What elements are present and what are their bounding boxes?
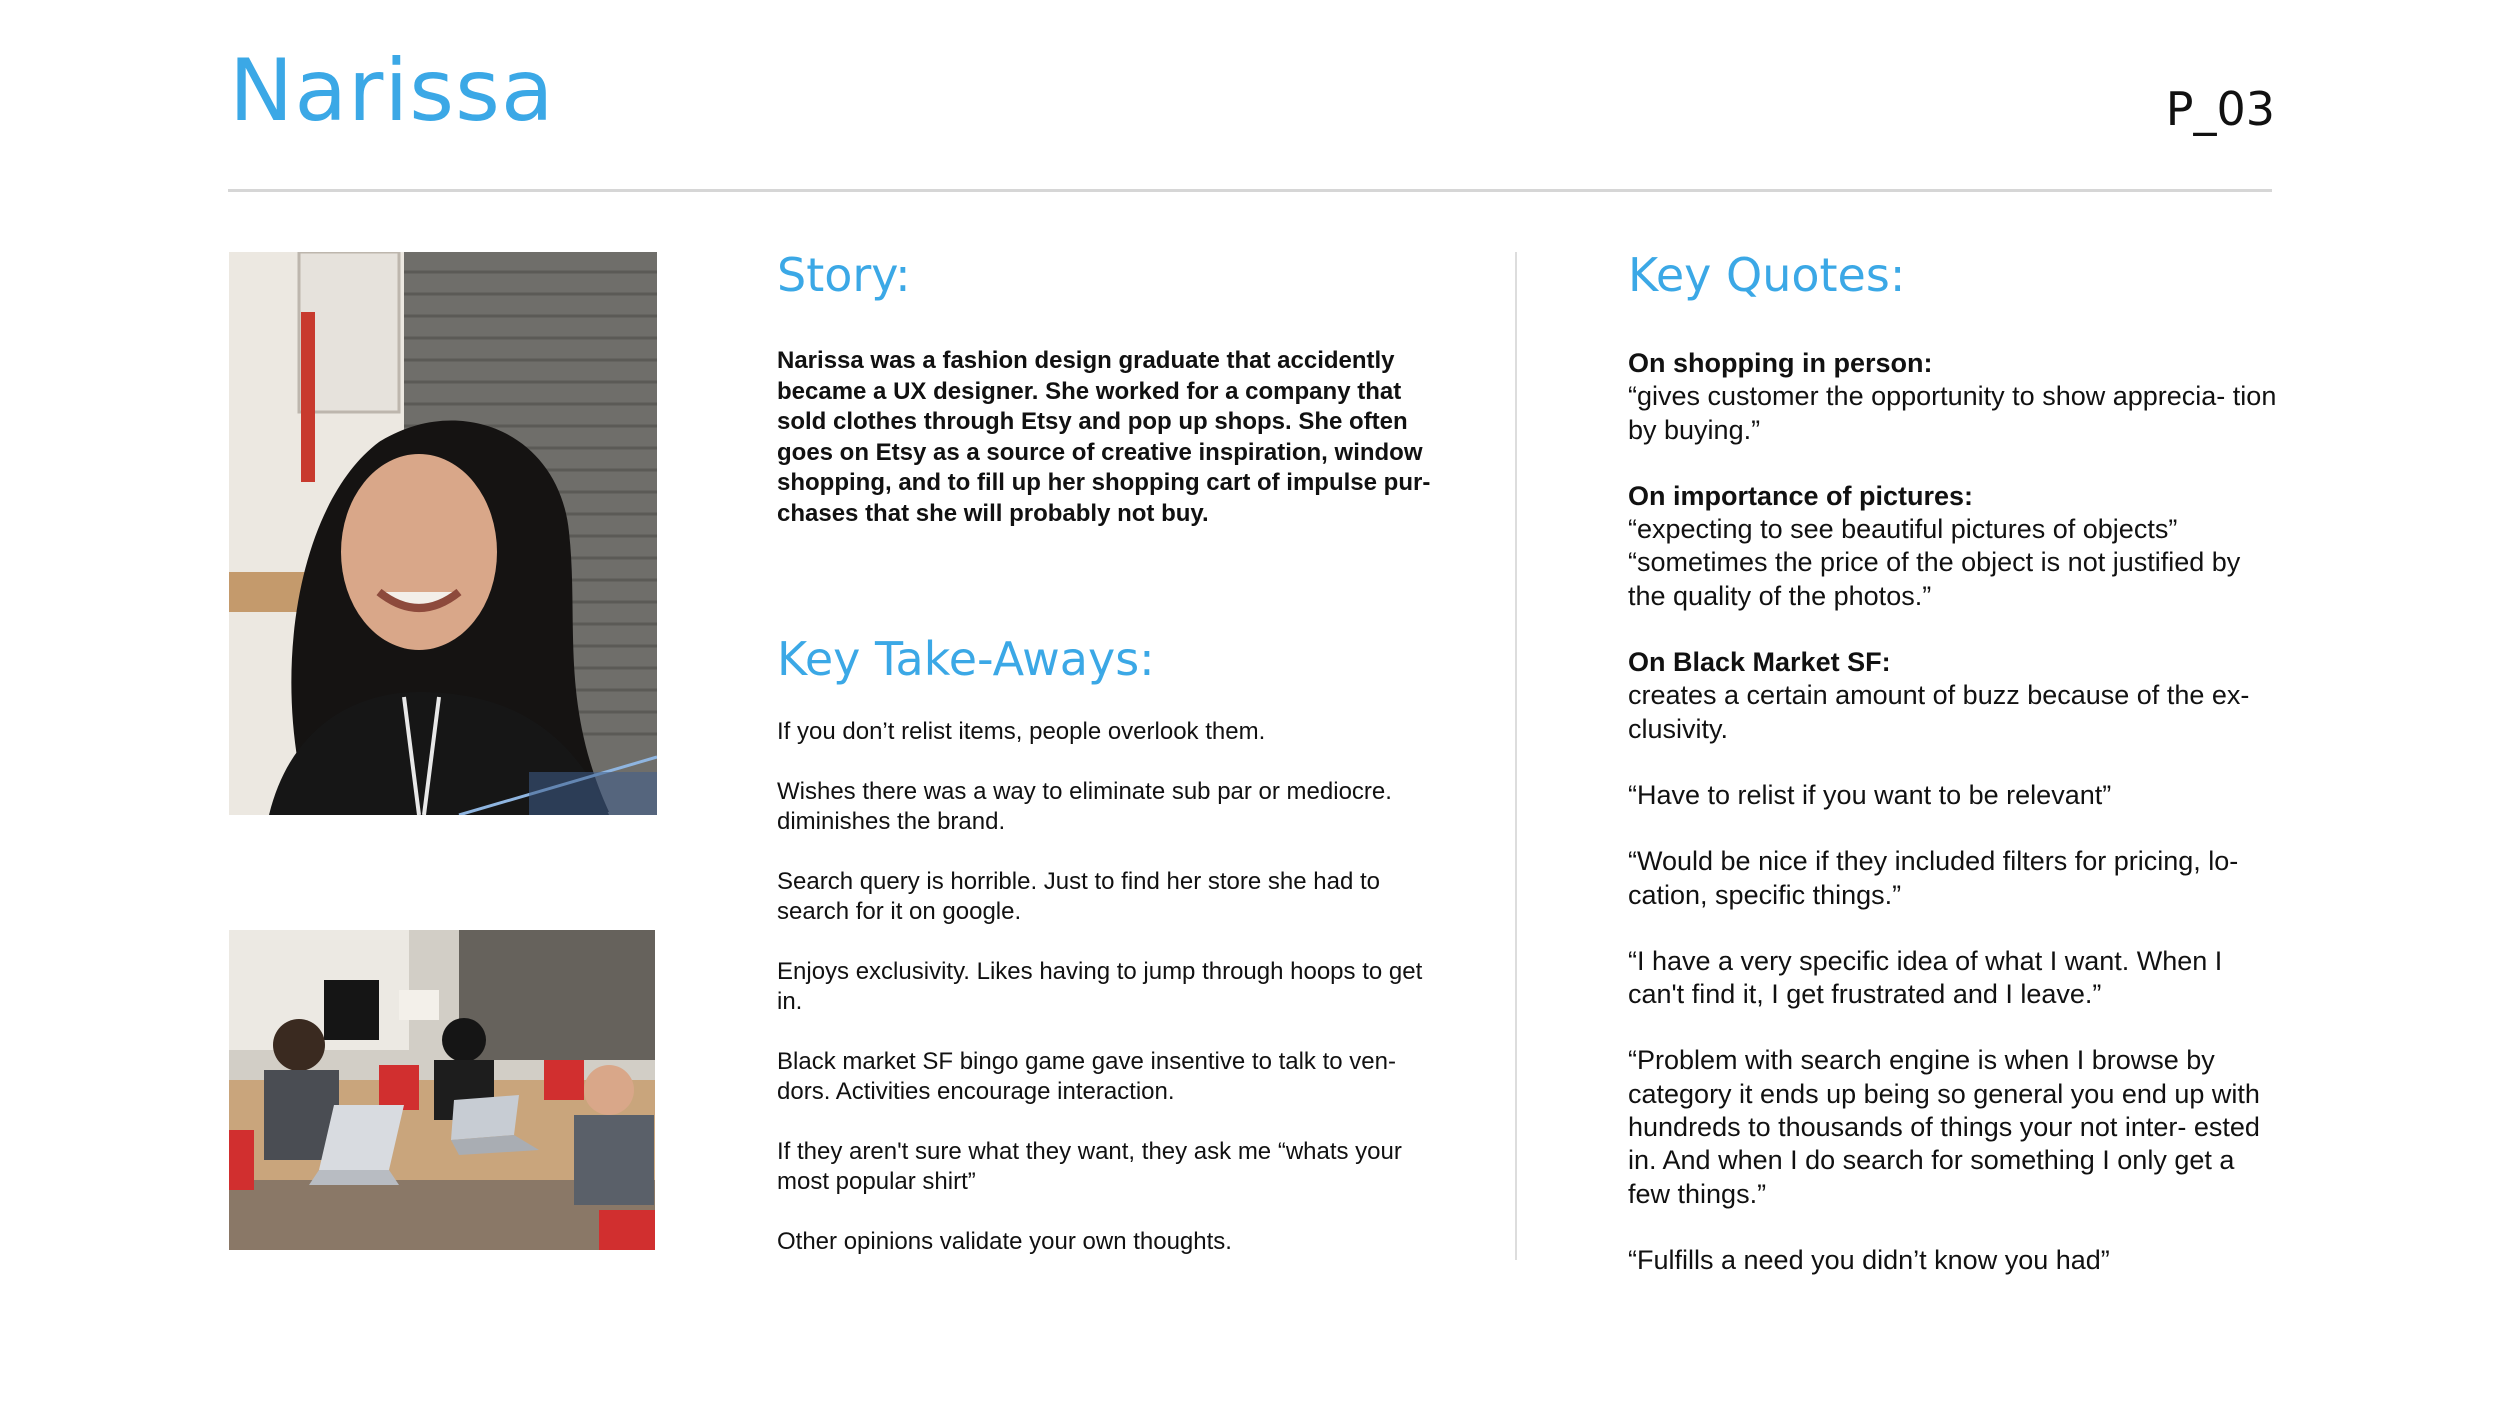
quote-item: “Fulfills a need you didn’t know you had” (1628, 1244, 2110, 1275)
quote-group-title: On importance of pictures: (1628, 480, 1974, 511)
story-paragraph: Narissa was a fashion design graduate that accidently became a UX designer. She worked for a company that sold clothes through Etsy and pop up shops. She often goes on Etsy as a source of creative inspiration, window shopping, and to fill up her shopping cart of impulse pur- chases that she will probably not buy. (777, 347, 1431, 527)
quote-line: “expecting to see beautiful pictures of objects” (1628, 514, 2178, 545)
page-id-label: P_03 (2165, 82, 2275, 136)
persona-name-title: Narissa (229, 41, 555, 141)
quote-group (1628, 480, 2278, 613)
quote-item: “Problem with search engine is when I browse by category it ends up being so general you end up with hundreds to thousands of things your not inter- ested in. And when I do search for something I only get a few things.” (1628, 1045, 2260, 1209)
takeaway-item: Wishes there was a way to eliminate sub par or mediocre. diminishes the brand. (777, 778, 1392, 835)
quote-item: “Have to relist if you want to be relevant” (1628, 779, 2112, 810)
quote-line: “sometimes the price of the object is not justified by the quality of the photos.” (1628, 547, 2241, 611)
portrait-photo (229, 252, 657, 815)
takeaway-item: Enjoys exclusivity. Likes having to jump through hoops to get in. (777, 958, 1423, 1015)
quote-line: creates a certain amount of buzz because of the ex- clusivity. (1628, 680, 2250, 744)
takeaways-list (777, 717, 1447, 1287)
quote-group-title: On Black Market SF: (1628, 647, 1891, 678)
interview-session-photo (229, 930, 655, 1250)
quote-group (1628, 646, 2278, 746)
takeaway-item: If you don’t relist items, people overlook them. (777, 718, 1266, 745)
takeaway-item: Other opinions validate your own thoughts. (777, 1228, 1232, 1255)
header-divider (228, 189, 2272, 192)
quote-item: “Would be nice if they included filters for pricing, lo- cation, specific things.” (1628, 846, 2239, 910)
quote-line: “gives customer the opportunity to show apprecia- tion by buying.” (1628, 381, 2277, 445)
column-divider (1515, 252, 1517, 1260)
quote-group-title: On shopping in person: (1628, 348, 1933, 378)
takeaway-item: If they aren't sure what they want, they ask me “whats your most popular shirt” (777, 1138, 1402, 1195)
takeaways-heading: Key Take-Aways: (777, 632, 1155, 686)
story-heading: Story: (777, 248, 911, 302)
quote-item: “I have a very specific idea of what I want. When I can't find it, I get frustrated and I leave.” (1628, 945, 2223, 1010)
takeaway-item: Search query is horrible. Just to find her store she had to search for it on google. (777, 868, 1380, 925)
takeaway-item: Black market SF bingo game gave insentive to talk to ven- dors. Activities encourage interaction. (777, 1048, 1396, 1105)
quotes-list (1628, 347, 2278, 1310)
quote-group (1628, 347, 2278, 447)
quotes-heading: Key Quotes: (1628, 248, 1906, 302)
